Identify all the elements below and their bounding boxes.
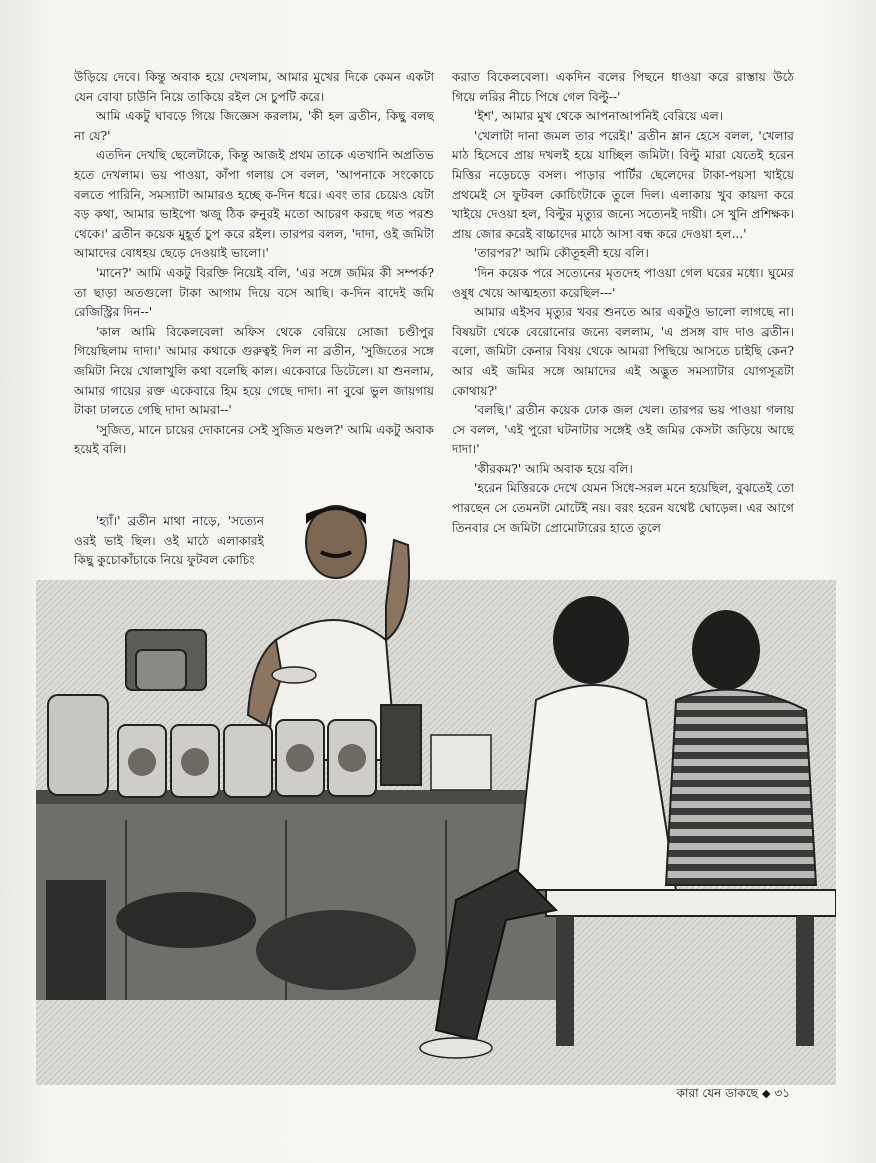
paragraph: 'সুজিত, মানে চায়ের দোকানের সেই সুজিত মণ্ডল?' আমি একটু অবাক হয়েই বলি। (74, 422, 434, 457)
paragraph: 'হ্যাঁ।' ব্রতীন মাথা নাড়ে, 'সত্যেন ওরই ভাই ছিল। ওই মাঠে এলাকারই কিছু কুচোকাঁচাকে নিয়ে ফুটবল কোচিং (74, 514, 264, 568)
paragraph: করাত বিকেলবেলা। একদিন বলের পিছনে ধাওয়া করে রাস্তায় উঠে গিয়ে লরির নীচে পিষে গেল বিল্টু--' (452, 70, 794, 104)
running-title: কারা যেন ডাকছে (676, 1086, 758, 1100)
tea-stall-illustration (36, 500, 836, 1085)
paragraph: 'কাল আমি বিকেলবেলা অফিস থেকে বেরিয়ে সোজা চণ্ডীপুর গিয়েছিলাম দাদা।' আমার কথাকে গুরুত্বই দিল না ব্রতীন, 'সুজিতের সঙ্গে জমিটা নিয়ে খোলাখুলি কথা বলেছি কাল। একেবারে ডিটেলে। যা শুনলাম, আমার গায়ের রক্ত একেবারে হিম হয়ে গেছে দাদা। না বুঝে ভুল জায়গায় টাকা ঢালতে গেছি দাদা আমরা--' (74, 324, 434, 418)
paragraph: 'মানে?' আমি একটু বিরক্তি নিয়েই বলি, 'এর সঙ্গে জমির কী সম্পর্ক? তা ছাড়া অতগুলো টাকা আগাম দিয়ে বসে আছি। ক-দিন বাদেই জমি রেজিস্ট্রির দিন--' (74, 265, 434, 320)
diamond-icon: ◆ (761, 1087, 771, 1100)
paragraph: উড়িয়ে দেবে। কিন্তু অবাক হয়ে দেখলাম, আমার মুখের দিকে কেমন একটা যেন বোবা চাউনি নিয়ে তাকিয়ে রইল সে চুপটি করে। (74, 70, 434, 104)
paragraph: 'তারপর?' আমি কৌতূহলী হয়ে বলি। (474, 246, 649, 261)
page-number: ৩১ (774, 1086, 790, 1100)
paragraph: আমার এইসব মৃত্যুর খবর শুনতে আর একটুও ভালো লাগছে না। বিষয়টা থেকে বেরোনোর জন্যে বললাম, 'এ প্রসঙ্গ বাদ দাও ব্রতীন। বলো, জমিটা কেনার বিষয় থেকে আমরা পিছিয়ে আসতে চাইছি কেন? আর এই জমির সঙ্গে আমাদের এই অদ্ভুত সমস্যাটার যোগসূত্রটা কোথায়?' (452, 305, 794, 398)
paragraph: এতদিন দেখছি ছেলেটাকে, কিন্তু আজই প্রথম তাকে এতখানি অপ্রতিভ হতে দেখলাম। ভয় পাওয়া, কাঁপা গলায় সে বলল, 'আপনাকে সংকোচে বলতে পারিনি, সমস্যাটা আমারও হচ্ছে ক-দিন ধরে। এবং তার চেয়েও যেটা বড় কথা, আমার ভাইপো ঋজু ঠিক রুনুরই মতো আচরণ করছে গত পরশু থেকে।' ব্রতীন কয়েক মুহূর্ত চুপ করে রইল। তারপর বলল, 'দাদা, ওই জমিটা আমাদের বোধহয় ছেড়ে দেওয়াই ভালো।' (74, 148, 434, 261)
text-column-left (74, 68, 434, 512)
page-footer (677, 1085, 790, 1105)
paragraph: 'দিন কয়েক পরে সত্যেনের মৃতদেহ পাওয়া গেল ঘরের মধ্যে। ঘুমের ওষুধ খেয়ে আত্মহত্যা করেছিল---' (452, 265, 794, 300)
paragraph: আমি একটু ঘাবড়ে গিয়ে জিজ্ঞেস করলাম, 'কী হল ব্রতীন, কিছু বলছ না যে?' (74, 109, 434, 143)
paragraph: 'হরেন মিত্তিরকে দেখে যেমন সিধে-সরল মনে হয়েছিল, বুঝতেই তো পারছেন সে তেমনটা মোটেই নয়। বরং হরেন যথেষ্ট ঘোড়েল। এর আগে তিনবার সে জমিটা প্রোমোটারের হাতে তুলে (452, 481, 794, 535)
paragraph: 'কীরকম?' আমি অবাক হয়ে বলি। (474, 461, 633, 476)
paragraph: 'খেলাটা দানা জমল তার পরেই।' ব্রতীন ম্লান হেসে বলল, 'খেলার মাঠ হিসেবে প্রায় দখলই হয়ে যাচ্ছিল জমিটা। বিল্টু মারা যেতেই হরেন মিত্তির নড়েচড়ে বসল। পাড়ার পার্টির ছেলেদের টাকা-পয়সা খাইয়ে প্রথমেই সে ফুটবল কোচিংটাকে তুলে দিল। এলাকায় খুব কায়দা করে খাইয়ে দেওয়া হল, বিল্টুর মৃত্যুর জন্যে সত্যেনই দায়ী। সে খুনি প্রশিক্ষক। প্রায় জোর করেই বাচ্চাদের মাঠে আসা বন্ধ করে দেওয়া হল...' (452, 128, 794, 241)
paragraph: 'বলছি।' ব্রতীন কয়েক ঢোক জল খেল। তারপর ভয় পাওয়া গলায় সে বলল, 'এই পুরো ঘটনাটার সঙ্গেই ওই জমির কেসটা জড়িয়ে আছে দাদা।' (452, 403, 794, 457)
paragraph: 'ইশ', আমার মুখ থেকে আপনাআপনিই বেরিয়ে এল। (474, 109, 724, 124)
